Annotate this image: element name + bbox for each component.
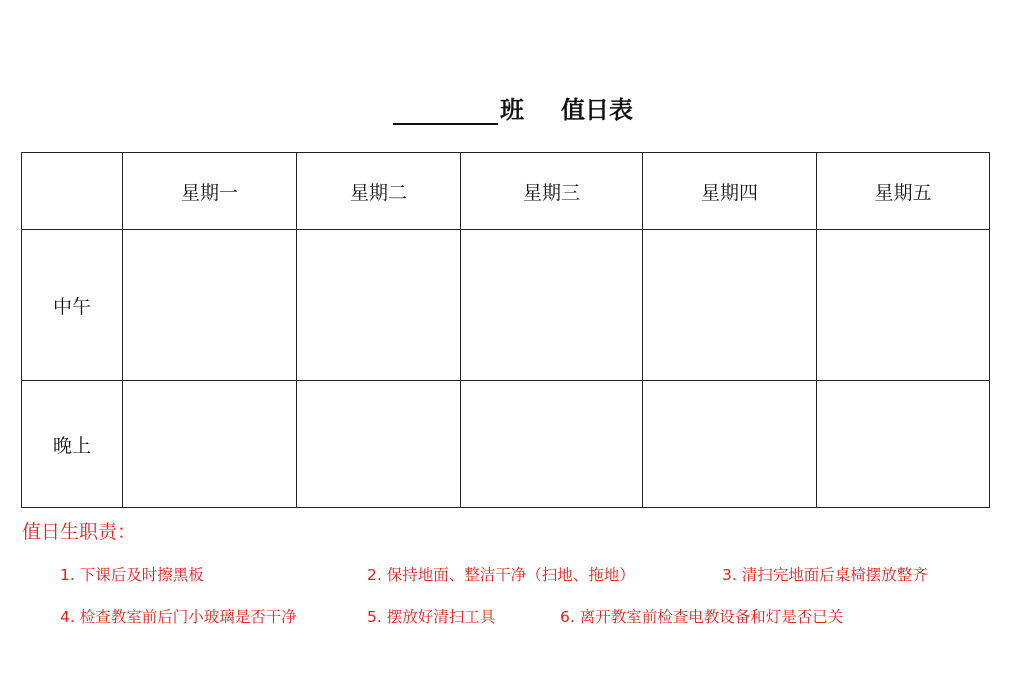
table-row-noon (22, 230, 990, 381)
cell-noon-thu[interactable] (643, 230, 817, 381)
table-row-evening (22, 381, 990, 508)
cell-evening-fri[interactable] (817, 381, 990, 508)
duty-item-2: 2. 保持地面、整洁干净（扫地、拖地） (367, 566, 635, 584)
header-day-tue: 星期二 (297, 153, 461, 230)
row-label-evening: 晚上 (22, 381, 123, 508)
row-label-noon: 中午 (22, 230, 123, 381)
duty-item-1: 1. 下课后及时擦黑板 (60, 566, 204, 584)
duty-item-3: 3. 清扫完地面后桌椅摆放整齐 (722, 566, 928, 584)
cell-noon-tue[interactable] (297, 230, 461, 381)
header-day-mon: 星期一 (123, 153, 297, 230)
duty-item-4: 4. 检查教室前后门小玻璃是否干净 (60, 608, 297, 626)
cell-noon-wed[interactable] (461, 230, 643, 381)
duties-heading: 值日生职责： (22, 521, 137, 543)
cell-noon-fri[interactable] (817, 230, 990, 381)
header-day-thu: 星期四 (643, 153, 817, 230)
cell-noon-mon[interactable] (123, 230, 297, 381)
cell-evening-thu[interactable] (643, 381, 817, 508)
class-name-blank[interactable] (393, 94, 498, 125)
header-day-fri: 星期五 (817, 153, 990, 230)
duty-item-6: 6. 离开教室前检查电教设备和灯是否已关 (560, 608, 844, 626)
cell-evening-mon[interactable] (123, 381, 297, 508)
page-title (0, 94, 1016, 128)
title-class-label: 班 (500, 96, 524, 124)
table-header-row (22, 153, 990, 230)
cell-evening-wed[interactable] (461, 381, 643, 508)
header-day-wed: 星期三 (461, 153, 643, 230)
duty-item-5: 5. 摆放好清扫工具 (367, 608, 496, 626)
cell-evening-tue[interactable] (297, 381, 461, 508)
title-name: 值日表 (561, 96, 633, 124)
table-corner-cell (22, 153, 123, 230)
duty-schedule-table (21, 152, 990, 508)
